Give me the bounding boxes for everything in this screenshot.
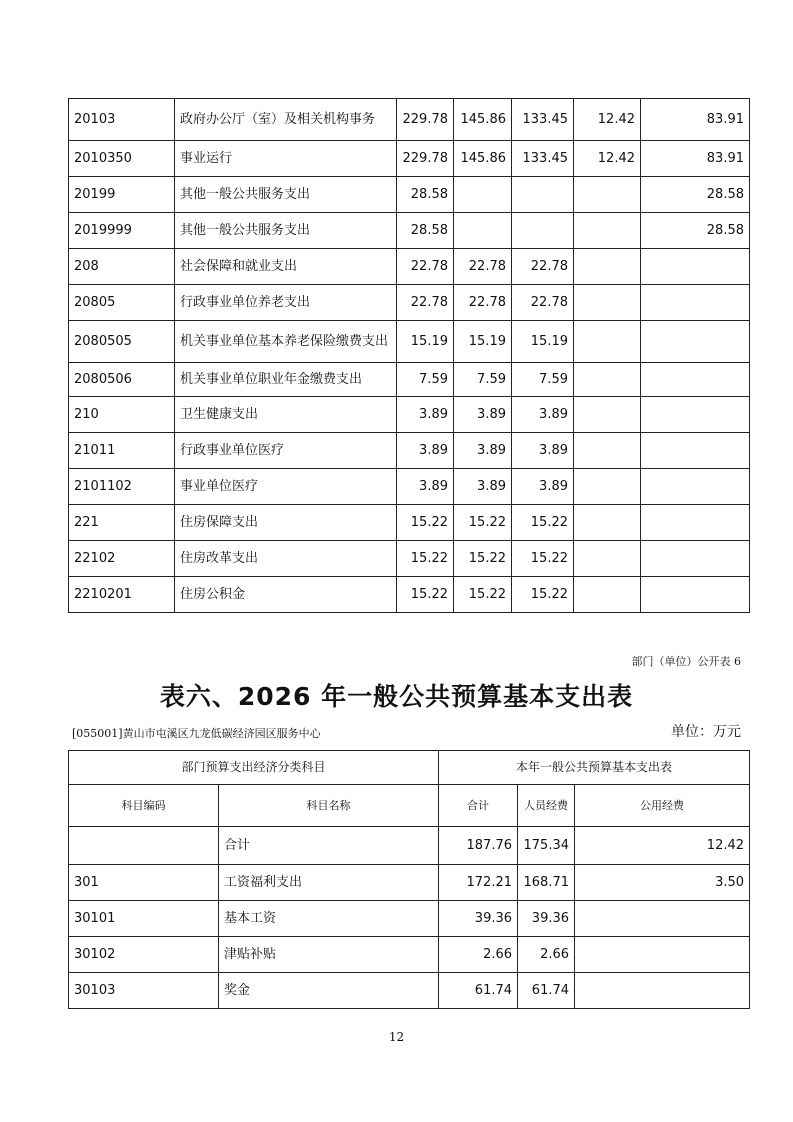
cell-public xyxy=(574,213,641,249)
cell-total: 15.22 xyxy=(397,505,454,541)
cell-project: 28.58 xyxy=(641,177,750,213)
group-header-left: 部门预算支出经济分类科目 xyxy=(69,751,439,785)
cell-public xyxy=(574,469,641,505)
cell-total: 15.19 xyxy=(397,321,454,363)
cell-name: 行政事业单位医疗 xyxy=(175,433,397,469)
cell-name: 奖金 xyxy=(219,973,439,1009)
cell-name: 机关事业单位职业年金缴费支出 xyxy=(175,363,397,397)
cell-personnel: 22.78 xyxy=(512,285,574,321)
page-title: 表六、2026 年一般公共预算基本支出表 xyxy=(159,682,634,711)
cell-project xyxy=(641,577,750,613)
cell-project xyxy=(641,505,750,541)
cell-public xyxy=(574,285,641,321)
cell-code: 2010350 xyxy=(69,141,175,177)
group-header-right: 本年一般公共预算基本支出表 xyxy=(439,751,750,785)
table-row xyxy=(69,141,750,177)
cell-basic: 145.86 xyxy=(454,141,512,177)
cell-project xyxy=(641,285,750,321)
cell-name: 住房公积金 xyxy=(175,577,397,613)
cell-name: 基本工资 xyxy=(219,901,439,937)
cell-personnel: 133.45 xyxy=(512,99,574,141)
cell-public: 12.42 xyxy=(574,141,641,177)
cell-public: 3.50 xyxy=(575,865,750,901)
table-row xyxy=(69,397,750,433)
table-row xyxy=(69,321,750,363)
cell-name: 事业单位医疗 xyxy=(175,469,397,505)
cell-name: 社会保障和就业支出 xyxy=(175,249,397,285)
cell-personnel: 15.22 xyxy=(512,541,574,577)
cell-code: 208 xyxy=(69,249,175,285)
cell-total: 3.89 xyxy=(397,433,454,469)
cell-total: 187.76 xyxy=(439,827,518,865)
cell-basic xyxy=(454,213,512,249)
page-number: 12 xyxy=(388,1030,405,1044)
cell-code: 2080506 xyxy=(69,363,175,397)
cell-code: 22102 xyxy=(69,541,175,577)
cell-basic: 22.78 xyxy=(454,285,512,321)
cell-personnel: 61.74 xyxy=(518,973,575,1009)
cell-public xyxy=(575,901,750,937)
cell-basic: 3.89 xyxy=(454,433,512,469)
basic-expenditure-table xyxy=(68,750,750,1009)
cell-code: 20805 xyxy=(69,285,175,321)
cell-code: 2019999 xyxy=(69,213,175,249)
cell-public xyxy=(574,363,641,397)
cell-name: 政府办公厅（室）及相关机构事务 xyxy=(175,99,397,141)
cell-code xyxy=(69,827,219,865)
cell-total: 172.21 xyxy=(439,865,518,901)
cell-project: 83.91 xyxy=(641,141,750,177)
table-row xyxy=(69,577,750,613)
cell-total: 3.89 xyxy=(397,469,454,505)
cell-name: 住房保障支出 xyxy=(175,505,397,541)
cell-public xyxy=(574,321,641,363)
cell-basic: 15.22 xyxy=(454,577,512,613)
cell-public xyxy=(574,177,641,213)
table-row xyxy=(69,505,750,541)
cell-personnel: 3.89 xyxy=(512,397,574,433)
cell-code: 30102 xyxy=(69,937,219,973)
cell-total: 28.58 xyxy=(397,177,454,213)
cell-personnel: 3.89 xyxy=(512,433,574,469)
cell-name: 合计 xyxy=(219,827,439,865)
cell-total: 39.36 xyxy=(439,901,518,937)
cell-name: 津贴补贴 xyxy=(219,937,439,973)
cell-personnel: 7.59 xyxy=(512,363,574,397)
cell-personnel: 15.19 xyxy=(512,321,574,363)
cell-public xyxy=(574,505,641,541)
col-header-name: 科目名称 xyxy=(219,785,439,827)
cell-code: 2210201 xyxy=(69,577,175,613)
cell-name: 住房改革支出 xyxy=(175,541,397,577)
col-header-public: 公用经费 xyxy=(575,785,750,827)
cell-name: 工资福利支出 xyxy=(219,865,439,901)
cell-public xyxy=(575,937,750,973)
col-header-code: 科目编码 xyxy=(69,785,219,827)
table-row xyxy=(69,249,750,285)
cell-code: 20199 xyxy=(69,177,175,213)
cell-total: 61.74 xyxy=(439,973,518,1009)
cell-code: 20103 xyxy=(69,99,175,141)
cell-public xyxy=(574,541,641,577)
cell-code: 2101102 xyxy=(69,469,175,505)
cell-personnel xyxy=(512,177,574,213)
cell-personnel: 133.45 xyxy=(512,141,574,177)
cell-project xyxy=(641,469,750,505)
cell-project xyxy=(641,397,750,433)
table-row xyxy=(69,99,750,141)
cell-project xyxy=(641,321,750,363)
cell-basic: 15.19 xyxy=(454,321,512,363)
cell-name: 其他一般公共服务支出 xyxy=(175,213,397,249)
cell-project: 83.91 xyxy=(641,99,750,141)
table-row xyxy=(69,901,750,937)
cell-total: 229.78 xyxy=(397,99,454,141)
table-row xyxy=(69,827,750,865)
cell-project xyxy=(641,433,750,469)
cell-public xyxy=(575,973,750,1009)
cell-personnel: 3.89 xyxy=(512,469,574,505)
cell-name: 其他一般公共服务支出 xyxy=(175,177,397,213)
cell-total: 3.89 xyxy=(397,397,454,433)
cell-personnel: 2.66 xyxy=(518,937,575,973)
cell-public xyxy=(574,249,641,285)
cell-public: 12.42 xyxy=(575,827,750,865)
cell-code: 30101 xyxy=(69,901,219,937)
cell-basic: 3.89 xyxy=(454,397,512,433)
cell-name: 机关事业单位基本养老保险缴费支出 xyxy=(175,321,397,363)
cell-basic: 145.86 xyxy=(454,99,512,141)
cell-basic: 3.89 xyxy=(454,469,512,505)
cell-project xyxy=(641,363,750,397)
cell-total: 7.59 xyxy=(397,363,454,397)
cell-public: 12.42 xyxy=(574,99,641,141)
cell-personnel: 15.22 xyxy=(512,505,574,541)
col-header-personnel: 人员经费 xyxy=(518,785,575,827)
cell-public xyxy=(574,433,641,469)
cell-personnel xyxy=(512,213,574,249)
table-row xyxy=(69,469,750,505)
cell-project xyxy=(641,541,750,577)
cell-code: 21011 xyxy=(69,433,175,469)
table-row xyxy=(69,865,750,901)
cell-total: 22.78 xyxy=(397,249,454,285)
cell-public xyxy=(574,577,641,613)
cell-total: 22.78 xyxy=(397,285,454,321)
cell-total: 15.22 xyxy=(397,577,454,613)
table-tag: 部门（单位）公开表 6 xyxy=(631,655,741,668)
cell-project xyxy=(641,249,750,285)
cell-personnel: 22.78 xyxy=(512,249,574,285)
col-header-total: 合计 xyxy=(439,785,518,827)
cell-total: 15.22 xyxy=(397,541,454,577)
table-row xyxy=(69,177,750,213)
cell-code: 30103 xyxy=(69,973,219,1009)
organization-label: [055001]黄山市屯溪区九龙低碳经济园区服务中心 xyxy=(72,727,321,740)
table-row xyxy=(69,213,750,249)
table-row xyxy=(69,285,750,321)
cell-basic xyxy=(454,177,512,213)
table-row xyxy=(69,433,750,469)
cell-total: 2.66 xyxy=(439,937,518,973)
cell-name: 行政事业单位养老支出 xyxy=(175,285,397,321)
table-row xyxy=(69,937,750,973)
cell-code: 221 xyxy=(69,505,175,541)
cell-public xyxy=(574,397,641,433)
cell-personnel: 15.22 xyxy=(512,577,574,613)
budget-continuation-table xyxy=(68,98,750,613)
cell-project: 28.58 xyxy=(641,213,750,249)
table-row xyxy=(69,363,750,397)
cell-name: 卫生健康支出 xyxy=(175,397,397,433)
cell-total: 229.78 xyxy=(397,141,454,177)
cell-personnel: 39.36 xyxy=(518,901,575,937)
cell-basic: 7.59 xyxy=(454,363,512,397)
cell-total: 28.58 xyxy=(397,213,454,249)
cell-code: 2080505 xyxy=(69,321,175,363)
cell-basic: 15.22 xyxy=(454,541,512,577)
table-row xyxy=(69,973,750,1009)
cell-basic: 22.78 xyxy=(454,249,512,285)
table-row xyxy=(69,541,750,577)
cell-code: 210 xyxy=(69,397,175,433)
cell-basic: 15.22 xyxy=(454,505,512,541)
cell-code: 301 xyxy=(69,865,219,901)
unit-label: 单位：万元 xyxy=(671,724,741,740)
cell-personnel: 168.71 xyxy=(518,865,575,901)
cell-name: 事业运行 xyxy=(175,141,397,177)
cell-personnel: 175.34 xyxy=(518,827,575,865)
